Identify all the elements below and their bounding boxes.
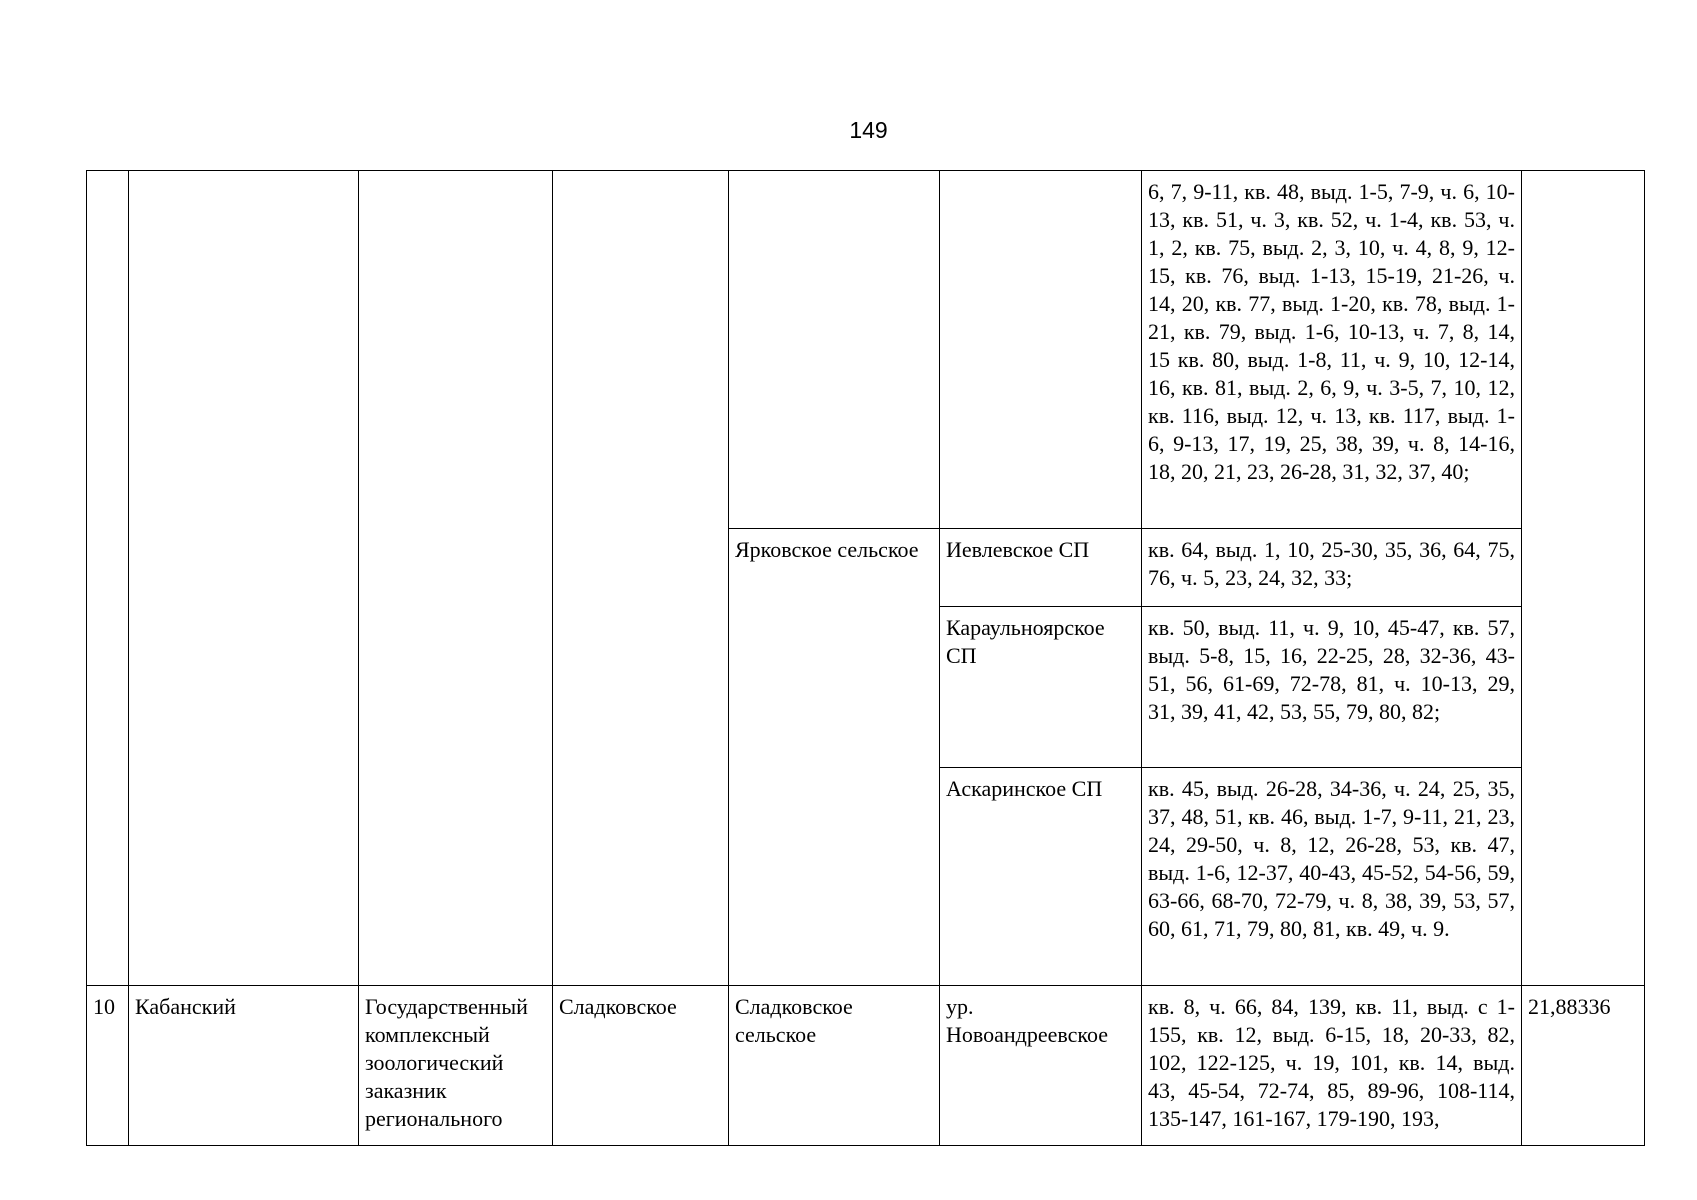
protected-areas-table bbox=[86, 170, 1645, 1146]
cell-district: ур. Новоандреевское bbox=[940, 986, 1142, 1146]
cell-area: 21,88336 bbox=[1522, 986, 1645, 1146]
cell-number: 10 bbox=[87, 986, 129, 1146]
page-number: 149 bbox=[849, 117, 888, 143]
cell-quarters: кв. 8, ч. 66, 84, 139, кв. 11, выд. с 1-155, кв. 12, выд. 6-15, 18, 20-33, 82, 102, 122-125, ч. 19, 101, кв. 14, выд. 43, 45-54, 72-74, 85, 89-96, 108-114, 135-147, 161-167, 179-190, 193, bbox=[1142, 986, 1522, 1146]
cell-name bbox=[129, 171, 359, 986]
cell-district: Аскаринское СП bbox=[940, 768, 1142, 986]
cell-quarters: кв. 45, выд. 26-28, 34-36, ч. 24, 25, 35, 37, 48, 51, кв. 46, выд. 1-7, 9-11, 21, 23, 24, 29-50, ч. 8, 12, 26-28, 53, кв. 47, выд. 1-6, 12-37, 40-43, 45-52, 54-56, 59, 63-66, 68-70, 72-79, ч. 8, 38, 39, 53, 57, 60, 61, 71, 79, 80, 81, кв. 49, ч. 9. bbox=[1142, 768, 1522, 986]
cell-category bbox=[359, 171, 553, 986]
table-row bbox=[87, 986, 1645, 1146]
cell-municipality: Сладковское bbox=[553, 986, 729, 1146]
cell-name: Кабанский bbox=[129, 986, 359, 1146]
cell-quarters: кв. 50, выд. 11, ч. 9, 10, 45-47, кв. 57, выд. 5-8, 15, 16, 22-25, 28, 32-36, 43-51, 56, 61-69, 72-78, 81, ч. 10-13, 29, 31, 39, 41, 42, 53, 55, 79, 80, 82; bbox=[1142, 607, 1522, 768]
cell-quarters: кв. 64, выд. 1, 10, 25-30, 35, 36, 64, 75, 76, ч. 5, 23, 24, 32, 33; bbox=[1142, 529, 1522, 607]
cell-district: Караульноярское СП bbox=[940, 607, 1142, 768]
cell-category: Государственный комплексный зоологический заказник регионального bbox=[359, 986, 553, 1146]
table-row bbox=[87, 171, 1645, 529]
cell-district bbox=[940, 171, 1142, 529]
cell-forestry: Ярковское сельское bbox=[729, 529, 940, 986]
cell-area bbox=[1522, 171, 1645, 986]
cell-municipality bbox=[553, 171, 729, 986]
cell-forestry: Сладковское сельское bbox=[729, 986, 940, 1146]
cell-district: Иевлевское СП bbox=[940, 529, 1142, 607]
cell-quarters: 6, 7, 9-11, кв. 48, выд. 1-5, 7-9, ч. 6, 10-13, кв. 51, ч. 3, кв. 52, ч. 1-4, кв. 53, ч. 1, 2, кв. 75, выд. 2, 3, 10, ч. 4, 8, 9, 12-15, кв. 76, выд. 1-13, 15-19, 21-26, ч. 14, 20, кв. 77, выд. 1-20, кв. 78, выд. 1-21, кв. 79, выд. 1-6, 10-13, ч. 7, 8, 14, 15 кв. 80, выд. 1-8, 11, ч. 9, 10, 12-14, 16, кв. 81, выд. 2, 6, 9, ч. 3-5, 7, 10, 12, кв. 116, выд. 12, ч. 13, кв. 117, выд. 1-6, 9-13, 17, 19, 25, 38, 39, ч. 8, 14-16, 18, 20, 21, 23, 26-28, 31, 32, 37, 40; bbox=[1142, 171, 1522, 529]
cell-number bbox=[87, 171, 129, 986]
cell-forestry bbox=[729, 171, 940, 529]
